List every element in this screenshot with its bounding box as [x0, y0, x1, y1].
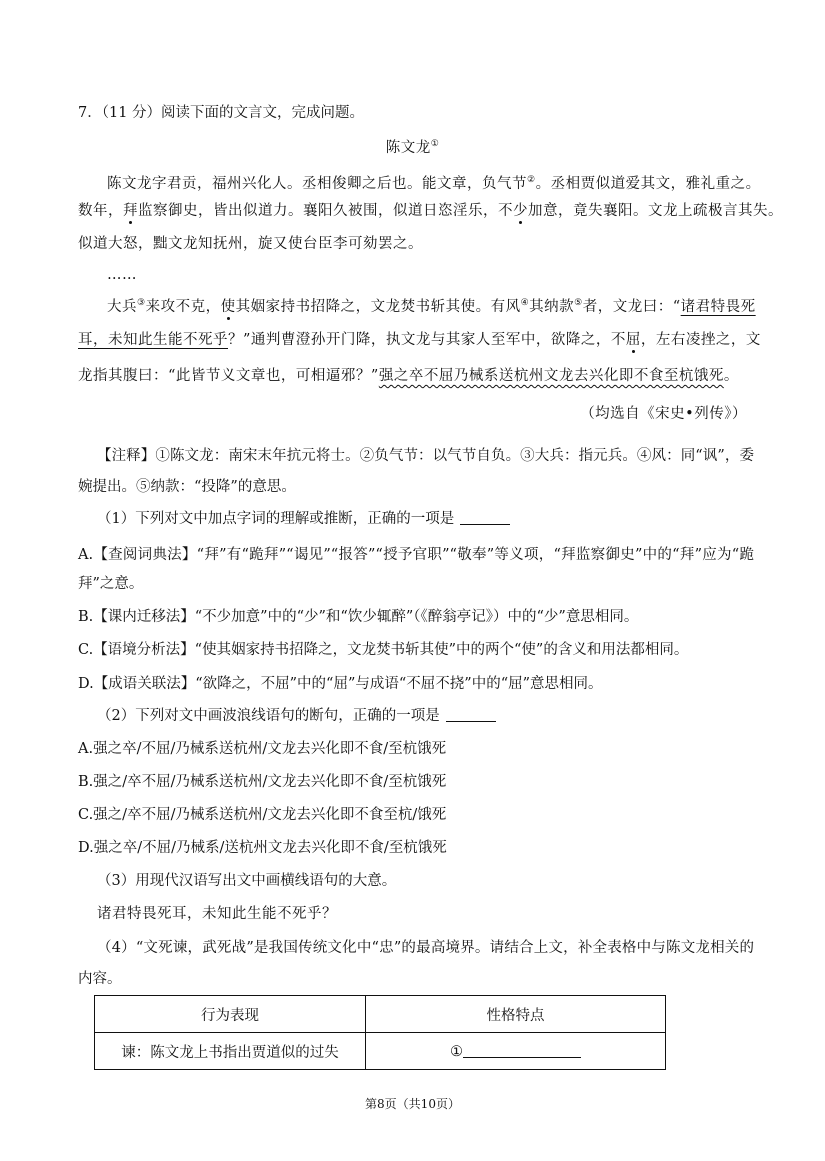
dotted-char-qu: 屈 [625, 332, 641, 348]
text: 其纳款 [529, 299, 575, 315]
q2-option-b: B.强之/卒不屈/乃械系送杭州/文龙去兴化即不食/至杭饿死 [78, 774, 447, 790]
answer-table [94, 995, 666, 1070]
q2-stem [97, 706, 496, 726]
q3-stem: （3）用现代汉语写出文中画横线语句的大意。 [97, 873, 397, 889]
text: 。 [723, 368, 739, 384]
table-cell-behavior: 谏：陈文龙上书指出贾道似的过失 [95, 1033, 366, 1070]
passage-p2-line3 [78, 366, 739, 386]
q4-stem-line2: 内容。 [78, 971, 122, 987]
passage-p1-line1 [107, 172, 761, 193]
q2-option-c: C.强之/卒不屈/乃械系送杭州/文龙去兴化即不食至杭/饿死 [78, 807, 447, 823]
fill-in-line[interactable] [463, 1043, 581, 1058]
q2-option-a: A.强之卒/不屈/乃械系送杭州/文龙去兴化即不食/至杭饿死 [78, 741, 447, 757]
text: 者，文龙曰：“ [582, 299, 681, 315]
text: 龙指其腹曰：“此皆节义文章也，可相逼邪？” [78, 368, 379, 384]
title-text: 陈文龙 [385, 140, 431, 156]
q1-stem [97, 509, 510, 529]
q1-option-b: B.【课内迁移法】“不少加意”中的“少”和“饮少辄醉”（《醉翁亭记》）中的“少”意思相同。 [78, 609, 639, 625]
answer-blank[interactable] [446, 707, 496, 722]
page-footer: 第8页（共10页） [365, 1097, 460, 1111]
text: 加意，竟失襄阳。文龙上疏极言其失。 [528, 203, 783, 219]
footnote-5: ⑤ [574, 298, 583, 308]
ellipsis: …… [107, 267, 137, 283]
text: （2）下列对文中画波浪线语句的断句，正确的一项是 [97, 708, 440, 724]
text: 其姻家持书招降之，文龙焚书斩其使。有风 [235, 299, 521, 315]
text: （1）下列对文中加点字词的理解或推断，正确的一项是 [97, 511, 455, 527]
title-footnote: ① [430, 139, 440, 149]
q1-option-a-line2: 拜”之意。 [78, 576, 144, 592]
text: ，左右凌挫之，文 [640, 332, 761, 348]
q2-option-d: D.强之卒/不屈/乃械系/送杭州文龙去兴化即不食/至杭饿死 [78, 840, 447, 856]
dotted-char-shi: 使 [220, 299, 236, 315]
q3-sentence: 诸君特畏死耳，未知此生能不死乎？ [97, 906, 337, 922]
q1-option-d: D.【成语关联法】“欲降之，不屈”中的“屈”与成语“不屈不挠”中的“屈”意思相同。 [78, 676, 603, 692]
footnote-3: ③ [137, 298, 146, 308]
underlined-sentence-part1: 诸君特畏死 [680, 299, 756, 315]
passage-p2-line2 [78, 328, 761, 349]
passage-p2-line1 [107, 295, 754, 316]
text: 陈文龙字君贡，福州兴化人。丞相俊卿之后也。能文章，负气节 [107, 176, 527, 192]
question-header: 7．（11 分）阅读下面的文言文，完成问题。 [78, 105, 365, 121]
text: 大兵 [107, 299, 137, 315]
q1-option-a-line1: A.【查阅词典法】“拜”有“跪拜”“谒见”“报答”“授予官职”“敬奉”等义项，“拜监察御史”中的“拜”应为“跪 [78, 547, 754, 563]
passage-p1-line3: 似道大怒，黜文龙知抚州，旋又使台臣李可劾罢之。 [78, 236, 423, 252]
blank-marker: ① [450, 1043, 463, 1060]
dotted-char-bai: 拜 [123, 203, 138, 219]
text: 数年， [78, 203, 123, 219]
wavy-underlined-sentence: 强之卒不屈乃械系送杭州文龙去兴化即不食至杭饿死 [378, 368, 724, 384]
text: 监察御史，皆出似道力。襄阳久被围，似道日恣淫乐，不 [138, 203, 513, 219]
notes-line1: 【注释】①陈文龙：南宋末年抗元将士。②负气节：以气节自负。③大兵：指元兵。④风：同“讽”，委 [97, 448, 754, 464]
footnote-2: ② [527, 175, 536, 185]
table-header-behavior: 行为表现 [95, 996, 366, 1033]
table-header-character: 性格特点 [366, 996, 666, 1033]
text: ？”通判曹澄孙开门降，执文龙与其家人至军中，欲降之，不 [228, 332, 626, 348]
text: 来攻不克， [145, 299, 221, 315]
passage-source: （均选自《宋史•列传》） [580, 406, 747, 422]
underlined-sentence-part2: 耳，未知此生能不死乎 [78, 332, 228, 348]
q4-stem-line1: （4）“文死谏，武死战”是我国传统文化中“忠”的最高境界。请结合上文，补全表格中与陈文龙相关的 [97, 940, 754, 956]
text: 。丞相贾似道爱其文，雅礼重之。 [535, 176, 761, 192]
footnote-4: ④ [520, 298, 530, 308]
notes-line2: 婉提出。⑤纳款：“投降”的意思。 [78, 479, 296, 495]
q1-option-c: C.【语境分析法】“使其姻家持书招降之，文龙焚书斩其使”中的两个“使”的含义和用法都相同。 [78, 642, 689, 658]
table-cell-character[interactable] [366, 1033, 666, 1070]
passage-title [0, 136, 825, 157]
answer-blank[interactable] [460, 510, 510, 525]
dotted-char-shao: 少 [513, 203, 528, 219]
passage-p1-line2 [78, 199, 783, 220]
